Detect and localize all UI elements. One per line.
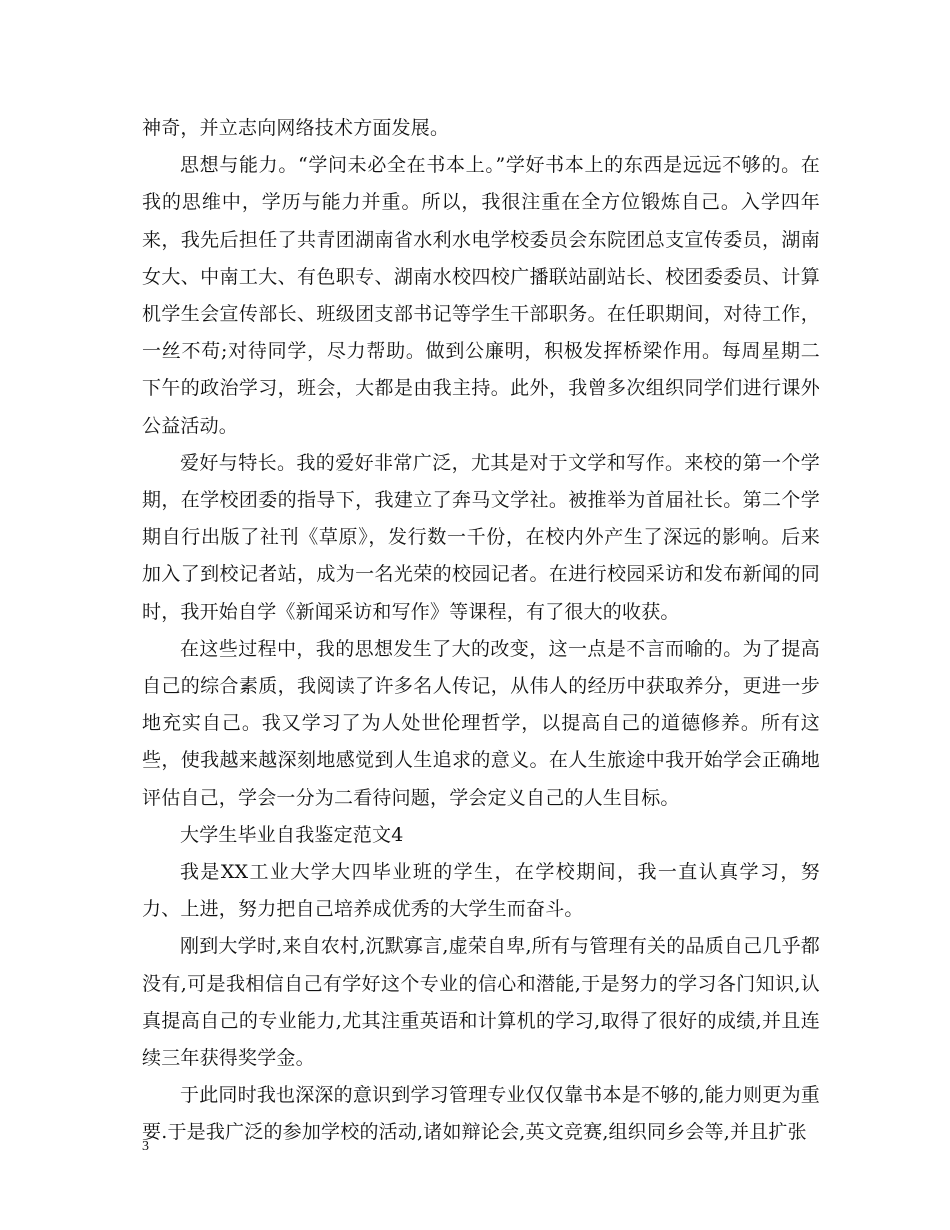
paragraph-continuation: 神奇，并立志向网络技术方面发展。 [142, 117, 450, 139]
paragraph-thought-change: 在这些过程中，我的思想发生了大的改变，这一点是不言而喻的。为了提高自己的综合素质，我阅读了许多名人传记，从伟人的经历中获取养分，更进一步地充实自己。我又学习了为人处世伦理哲学，以提高自己的道德修养。所有这些，使我越来越深刻地感觉到人生追求的意义。在人生旅途中我开始学会正确地评估自己，学会一分为二看待问题，学会定义自己的人生目标。 [142, 637, 820, 809]
page-number: 3 [142, 1139, 149, 1154]
paragraph-hobbies-and-skills: 爱好与特长。我的爱好非常广泛，尤其是对于文学和写作。来校的第一个学期，在学校团委的指导下，我建立了奔马文学社。被推举为首届社长。第二个学期自行出版了社刊《草原》，发行数一千份，在校内外产生了深远的影响。后来加入了到校记者站，成为一名光荣的校园记者。在进行校园采访和发布新闻的同时，我开始自学《新闻采访和写作》等课程，有了很大的收获。 [142, 451, 820, 623]
paragraph-university-start: 刚到大学时,来自农村,沉默寡言,虚荣自卑,所有与管理有关的品质自己几乎都没有,可是我相信自己有学好这个专业的信心和潜能,于是努力的学习各门知识,认真提高自己的专业能力,尤其注重英语和计算机的学习,取得了很好的成绩,并且连续三年获得奖学金。 [142, 935, 820, 1070]
section-heading: 大学生毕业自我鉴定范文4 [180, 823, 404, 846]
document-body [142, 110, 820, 1152]
paragraph-practice: 于此同时我也深深的意识到学习管理专业仅仅靠书本是不够的,能力则更为重要.于是我广泛的参加学校的活动,诸如辩论会,英文竞赛,组织同乡会等,并且扩张 [142, 1084, 820, 1144]
paragraph-introduction: 我是XX工业大学大四毕业班的学生，在学校期间，我一直认真学习，努力、上进，努力把自己培养成优秀的大学生而奋斗。 [142, 861, 820, 921]
paragraph-thought-and-ability: 思想与能力。“学问未必全在书本上。”学好书本上的东西是远远不够的。在我的思维中，学历与能力并重。所以，我很注重在全方位锻炼自己。入学四年来，我先后担任了共青团湖南省水利水电学校委员会东院团总支宣传委员，湖南女大、中南工大、有色职专、湖南水校四校广播联站副站长、校团委委员、计算机学生会宣传部长、班级团支部书记等学生干部职务。在任职期间，对待工作，一丝不苟;对待同学，尽力帮助。做到公廉明，积极发挥桥梁作用。每周星期二下午的政治学习，班会，大都是由我主持。此外，我曾多次组织同学们进行课外公益活动。 [142, 154, 820, 437]
